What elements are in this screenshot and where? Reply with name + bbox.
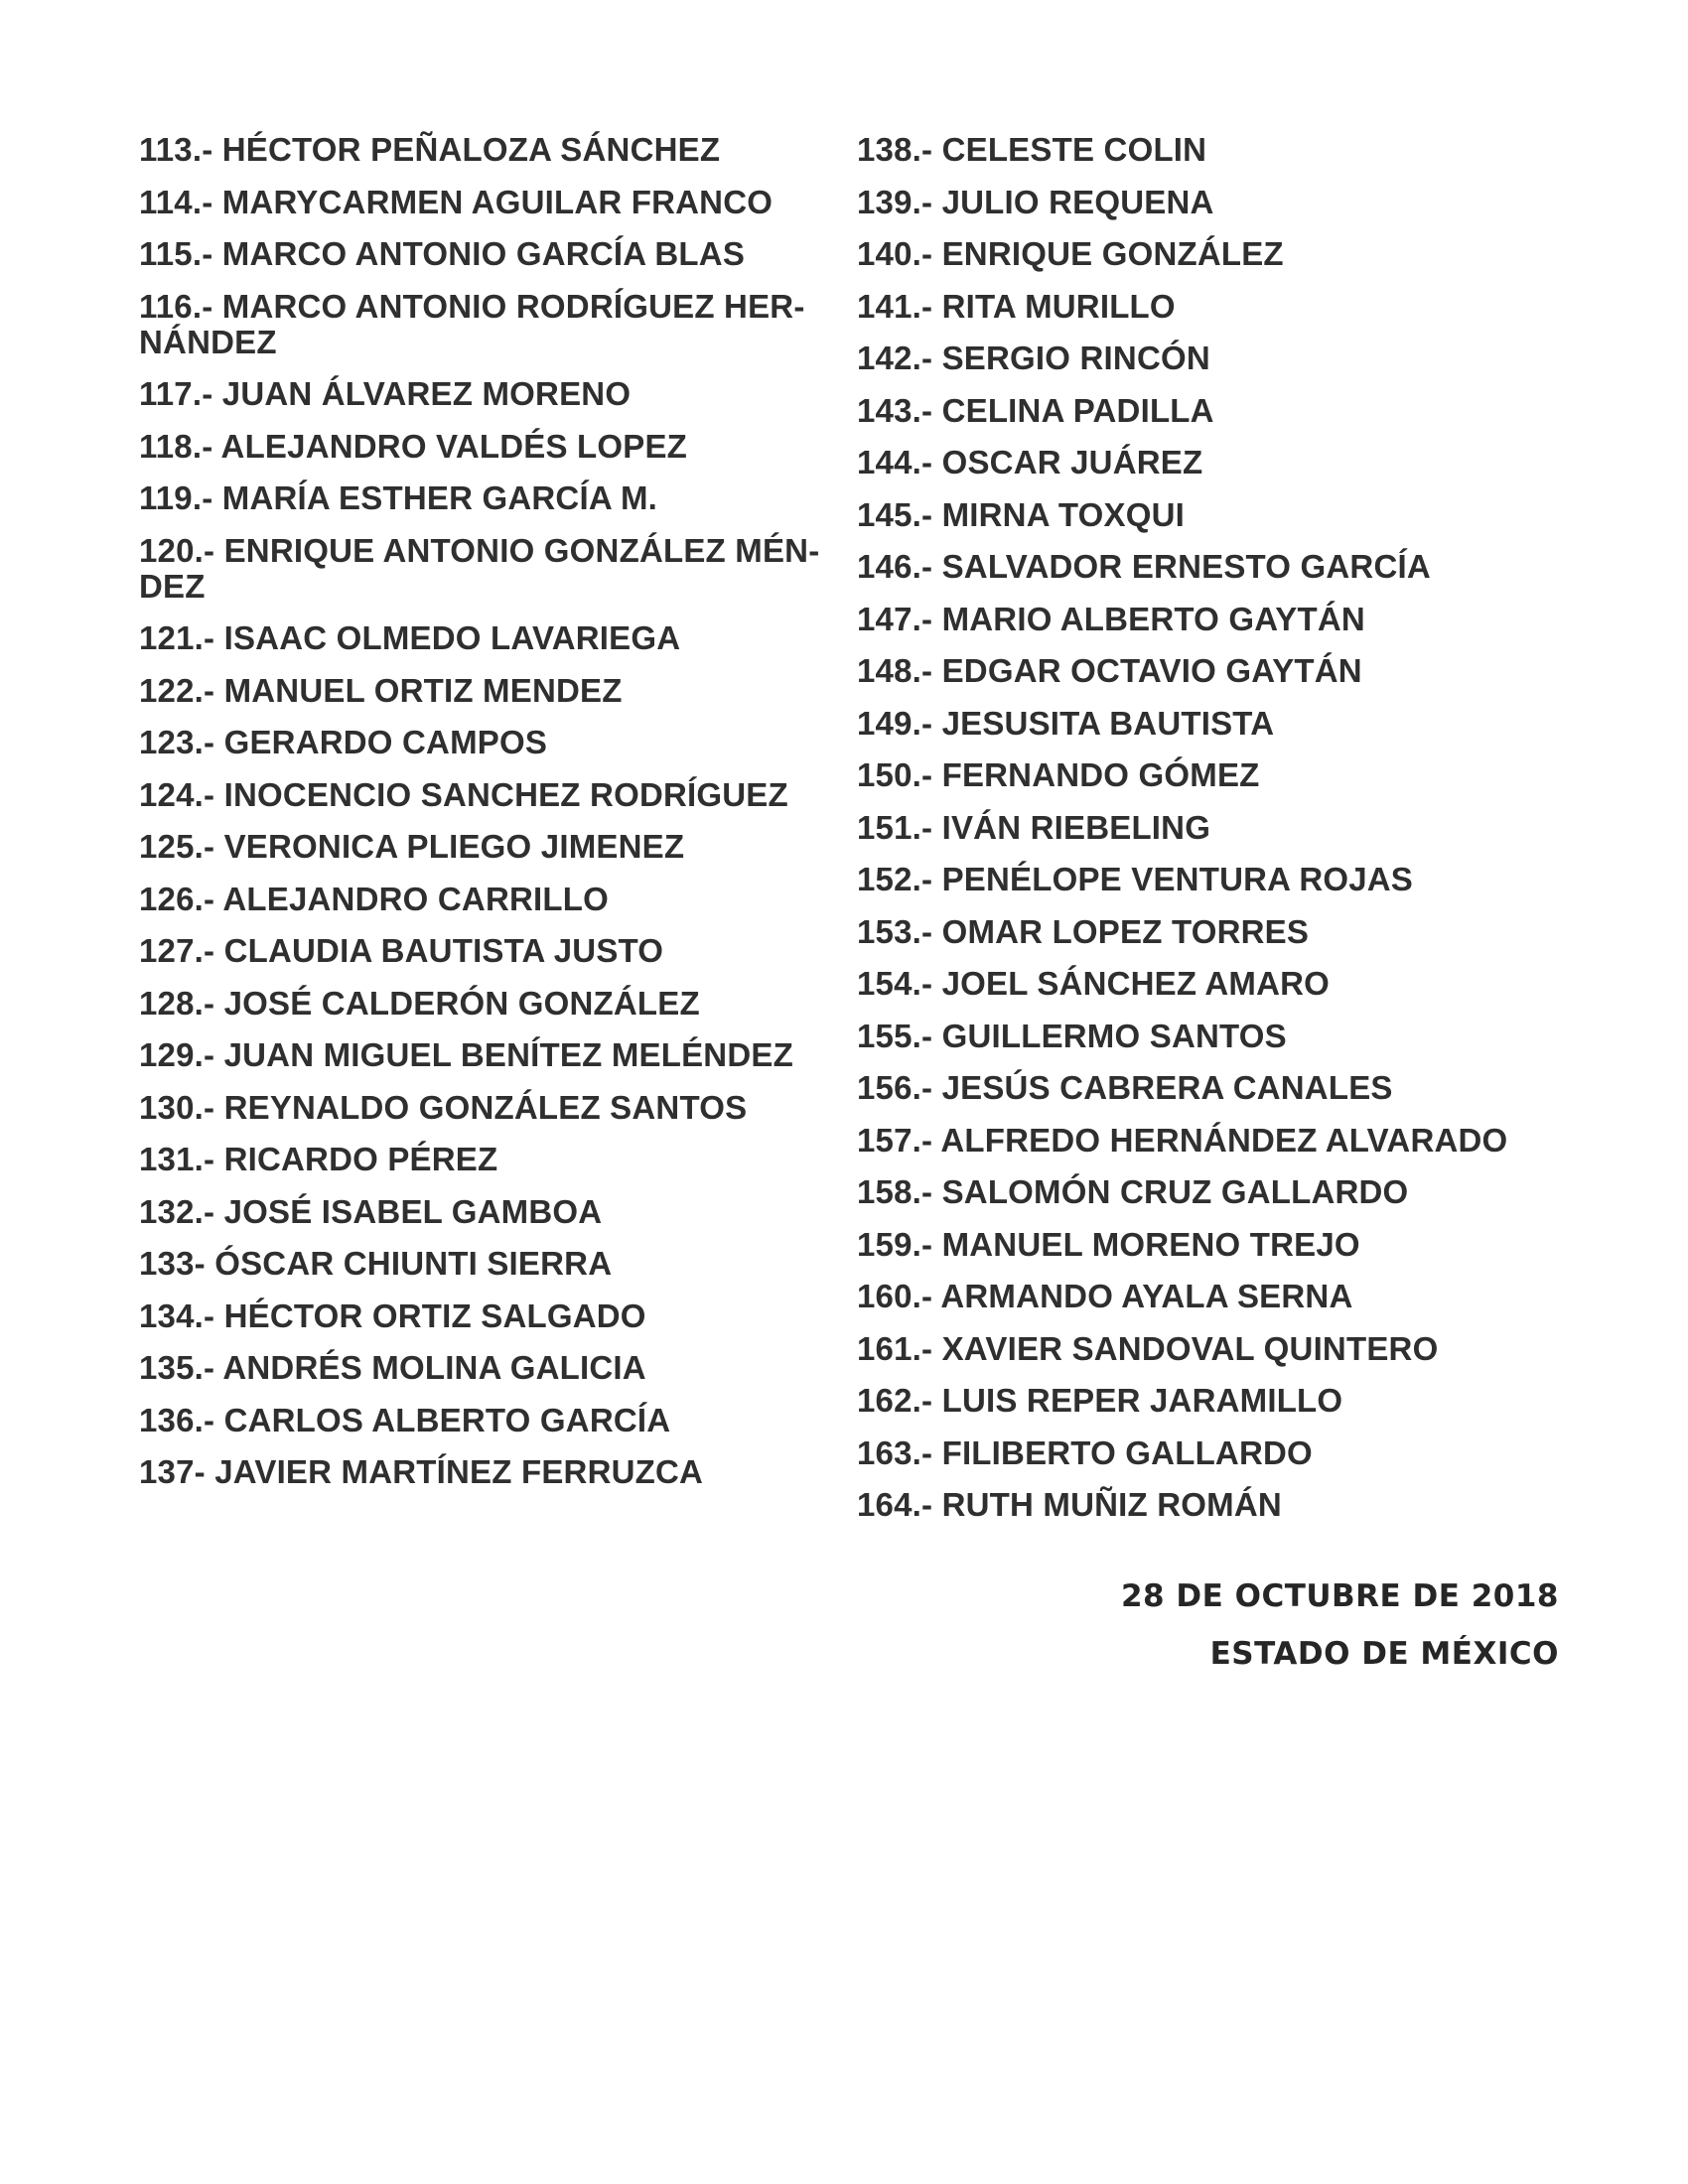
signatory-entry: 141.- RITA MURILLO: [857, 287, 1176, 325]
signatories-right-column: [857, 132, 1572, 1540]
signatory-entry: 150.- FERNANDO GÓMEZ: [857, 756, 1260, 793]
signatory-entry: 129.- JUAN MIGUEL BENÍTEZ MELÉNDEZ: [139, 1036, 793, 1073]
signatory-entry: 162.- LUIS REPER JARAMILLO: [857, 1382, 1343, 1419]
signatory-entry: 156.- JESÚS CABRERA CANALES: [857, 1069, 1393, 1106]
signatory-entry: 139.- JULIO REQUENA: [857, 183, 1214, 220]
signatory-entry: 159.- MANUEL MORENO TREJO: [857, 1225, 1360, 1263]
signatory-entry: 158.- SALOMÓN CRUZ GALLARDO: [857, 1173, 1409, 1210]
signatory-entry: 126.- ALEJANDRO CARRILLO: [139, 880, 609, 917]
signatory-entry: 147.- MARIO ALBERTO GAYTÁN: [857, 600, 1365, 637]
signatory-entry: 164.- RUTH MUÑIZ ROMÁN: [857, 1486, 1282, 1523]
signatory-entry: 142.- SERGIO RINCÓN: [857, 340, 1210, 376]
signatory-entry: 120.- ENRIQUE ANTONIO GONZÁLEZ MÉN-DEZ: [139, 531, 820, 605]
signatory-entry: 137- JAVIER MARTÍNEZ FERRUZCA: [139, 1453, 704, 1490]
signatory-entry: 161.- XAVIER SANDOVAL QUINTERO: [857, 1329, 1439, 1367]
signatory-entry: 115.- MARCO ANTONIO GARCÍA BLAS: [139, 235, 746, 272]
signatory-entry: 157.- ALFREDO HERNÁNDEZ ALVARADO: [857, 1121, 1508, 1159]
signatory-entry: 114.- MARYCARMEN AGUILAR FRANCO: [139, 183, 774, 220]
signatory-entry: 143.- CELINA PADILLA: [857, 391, 1214, 429]
signatory-entry: 144.- OSCAR JUÁREZ: [857, 444, 1203, 480]
signatory-entry: 131.- RICARDO PÉREZ: [139, 1141, 498, 1177]
signatory-entry: 153.- OMAR LOPEZ TORRES: [857, 912, 1310, 950]
signatory-entry: 145.- MIRNA TOXQUI: [857, 495, 1185, 533]
signatory-entry: 136.- CARLOS ALBERTO GARCÍA: [139, 1401, 671, 1438]
signatory-entry: 118.- ALEJANDRO VALDÉS LOPEZ: [139, 427, 688, 465]
signatory-entry: 132.- JOSÉ ISABEL GAMBOA: [139, 1192, 603, 1230]
signatory-entry: 116.- MARCO ANTONIO RODRÍGUEZ HER-NÁNDEZ: [139, 287, 805, 360]
signatory-entry: 128.- JOSÉ CALDERÓN GONZÁLEZ: [139, 984, 700, 1022]
signatory-entry: 122.- MANUEL ORTIZ MENDEZ: [139, 671, 623, 709]
signatory-entry: 127.- CLAUDIA BAUTISTA JUSTO: [139, 932, 664, 969]
signatory-entry: 113.- HÉCTOR PEÑALOZA SÁNCHEZ: [139, 131, 721, 168]
signatory-entry: 160.- ARMANDO AYALA SERNA: [857, 1278, 1353, 1314]
signatory-entry: 148.- EDGAR OCTAVIO GAYTÁN: [857, 652, 1362, 689]
signatories-left-column: [139, 132, 824, 1507]
signatory-entry: 133- ÓSCAR CHIUNTI SIERRA: [139, 1245, 613, 1282]
signatory-entry: 138.- CELESTE COLIN: [857, 131, 1207, 168]
signatory-entry: 154.- JOEL SÁNCHEZ AMARO: [857, 965, 1331, 1002]
signatory-entry: 125.- VERONICA PLIEGO JIMENEZ: [139, 828, 685, 865]
signatory-entry: 151.- IVÁN RIEBELING: [857, 808, 1211, 846]
signatory-entry: 152.- PENÉLOPE VENTURA ROJAS: [857, 861, 1414, 897]
signatory-entry: 163.- FILIBERTO GALLARDO: [857, 1433, 1313, 1471]
signatory-entry: 149.- JESUSITA BAUTISTA: [857, 704, 1275, 742]
footer-date: 28 DE OCTUBRE DE 2018: [1120, 1578, 1559, 1614]
signatory-entry: 140.- ENRIQUE GONZÁLEZ: [857, 235, 1284, 272]
signatory-entry: 124.- INOCENCIO SANCHEZ RODRÍGUEZ: [139, 775, 788, 813]
signatory-entry: 119.- MARÍA ESTHER GARCÍA M.: [139, 479, 658, 516]
signatory-entry: 146.- SALVADOR ERNESTO GARCÍA: [857, 548, 1431, 585]
signatory-entry: 134.- HÉCTOR ORTIZ SALGADO: [139, 1297, 646, 1334]
signatory-entry: 123.- GERARDO CAMPOS: [139, 724, 548, 760]
signatory-entry: 130.- REYNALDO GONZÁLEZ SANTOS: [139, 1088, 748, 1126]
signatory-entry: 117.- JUAN ÁLVAREZ MORENO: [139, 375, 632, 412]
signatory-entry: 121.- ISAAC OLMEDO LAVARIEGA: [139, 619, 681, 656]
signatory-entry: 155.- GUILLERMO SANTOS: [857, 1017, 1287, 1054]
signatory-entry: 135.- ANDRÉS MOLINA GALICIA: [139, 1349, 646, 1386]
footer-place: ESTADO DE MÉXICO: [1209, 1636, 1559, 1672]
